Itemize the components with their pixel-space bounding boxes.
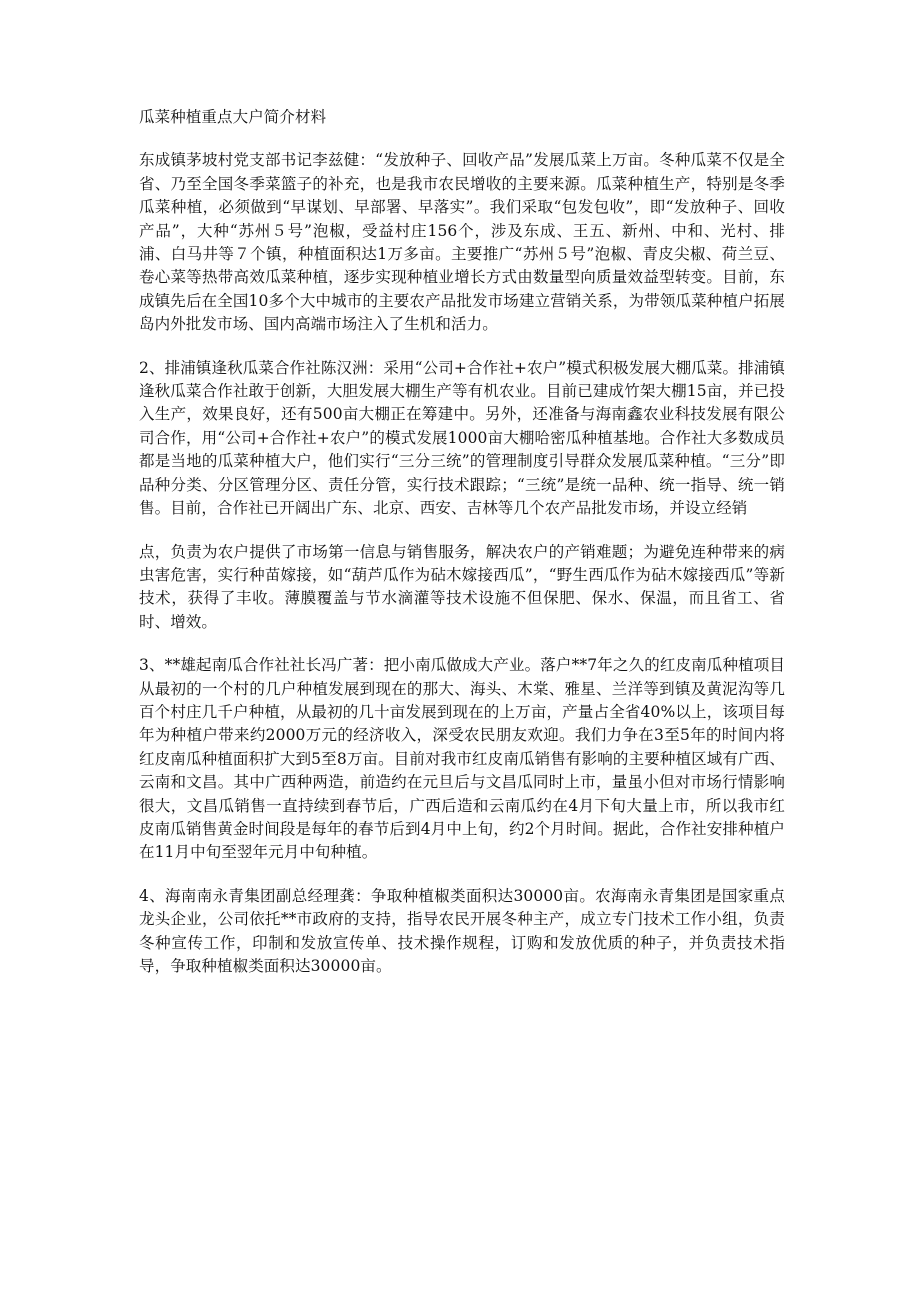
paragraph-2: 2、排浦镇逢秋瓜菜合作社陈汉洲：采用“公司+合作社+农户”模式积极发展大棚瓜菜。排浦镇逢秋瓜菜合作社敢于创新，大胆发展大棚生产等有机农业。目前已建成竹架大棚15亩，并已投入生产，效果良好，还有500亩大棚正在筹建中。另外，还准备与海南鑫农业科技发展有限公司合作，用“公司+合作社+农户”的模式发展1000亩大棚哈密瓜种植基地。合作社大多数成员都是当地的瓜菜种植大户，他们实行“三分三统”的管理制度引导群众发展瓜菜种植。“三分”即品种分类、分区管理分区、责任分管，实行技术跟踪；“三统”是统一品种、统一指导、统一销售。目前，合作社已开阔出广东、北京、西安、吉林等几个农产品批发市场，并设立经销 [139,358,785,518]
paragraph-3: 点，负责为农户提供了市场第一信息与销售服务，解决农户的产销难题；为避免连种带来的病虫害危害，实行种苗嫁接，如“葫芦瓜作为砧木嫁接西瓜”，“野生西瓜作为砧木嫁接西瓜”等新技术，获得了丰收。薄膜覆盖与节水滴灌等技术设施不但保肥、保水、保温，而且省工、省时、增效。 [139,542,785,631]
paragraph-5: 4、海南南永青集团副总经理龚：争取种植椒类面积达30000亩。农海南永青集团是国家重点龙头企业，公司依托**市政府的支持，指导农民开展冬种主产，成立专门技术工作小组，负责冬种宣传工作，印制和发放宣传单、技术操作规程，订购和发放优质的种子，并负责技术指导，争取种植椒类面积达30000亩。 [139,886,785,975]
document-page [139,106,785,998]
paragraph-4: 3、**雄起南瓜合作社社长冯广著：把小南瓜做成大产业。落户**7年之久的红皮南瓜种植项目从最初的一个村的几户种植发展到现在的那大、海头、木棠、雅星、兰洋等到镇及黄泥沟等几百个村庄几千户种植，从最初的几十亩发展到现在的上万亩，产量占全省40%以上，该项目每年为种植户带来约2000万元的经济收入，深受农民朋友欢迎。我们力争在3至5年的时间内将红皮南瓜种植面积扩大到5至8万亩。目前对我市红皮南瓜销售有影响的主要种植区域有广西、云南和文昌。其中广西种两造，前造约在元旦后与文昌瓜同时上市，量虽小但对市场行情影响很大，文昌瓜销售一直持续到春节后，广西后造和云南瓜约在4月下旬大量上市，所以我市红皮南瓜销售黄金时间段是每年的春节后到4月中上旬，约2个月时间。据此，合作社安排种植户在11月中旬至翌年元月中旬种植。 [139,656,785,862]
paragraph-1: 东成镇茅坡村党支部书记李兹健：“发放种子、回收产品”发展瓜菜上万亩。冬种瓜菜不仅是全省、乃至全国冬季菜篮子的补充，也是我市农民增收的主要来源。瓜菜种植生产，特别是冬季瓜菜种植，必须做到“早谋划、早部署、早落实”。我们采取“包发包收”，即“发放种子、回收产品”，大种“苏州５号”泡椒，受益村庄156个，涉及东成、王五、新州、中和、光村、排浦、白马井等７个镇，种植面积达1万多亩。主要推广“苏州５号”泡椒、青皮尖椒、荷兰豆、卷心菜等热带高效瓜菜种植，逐步实现种植业增长方式由数量型向质量效益型转变。目前，东成镇先后在全国10多个大中城市的主要农产品批发市场建立营销关系，为带领瓜菜种植户拓展岛内外批发市场、国内高端市场注入了生机和活力。 [139,151,785,334]
document-title: 瓜菜种植重点大户简介材料 [139,108,327,126]
